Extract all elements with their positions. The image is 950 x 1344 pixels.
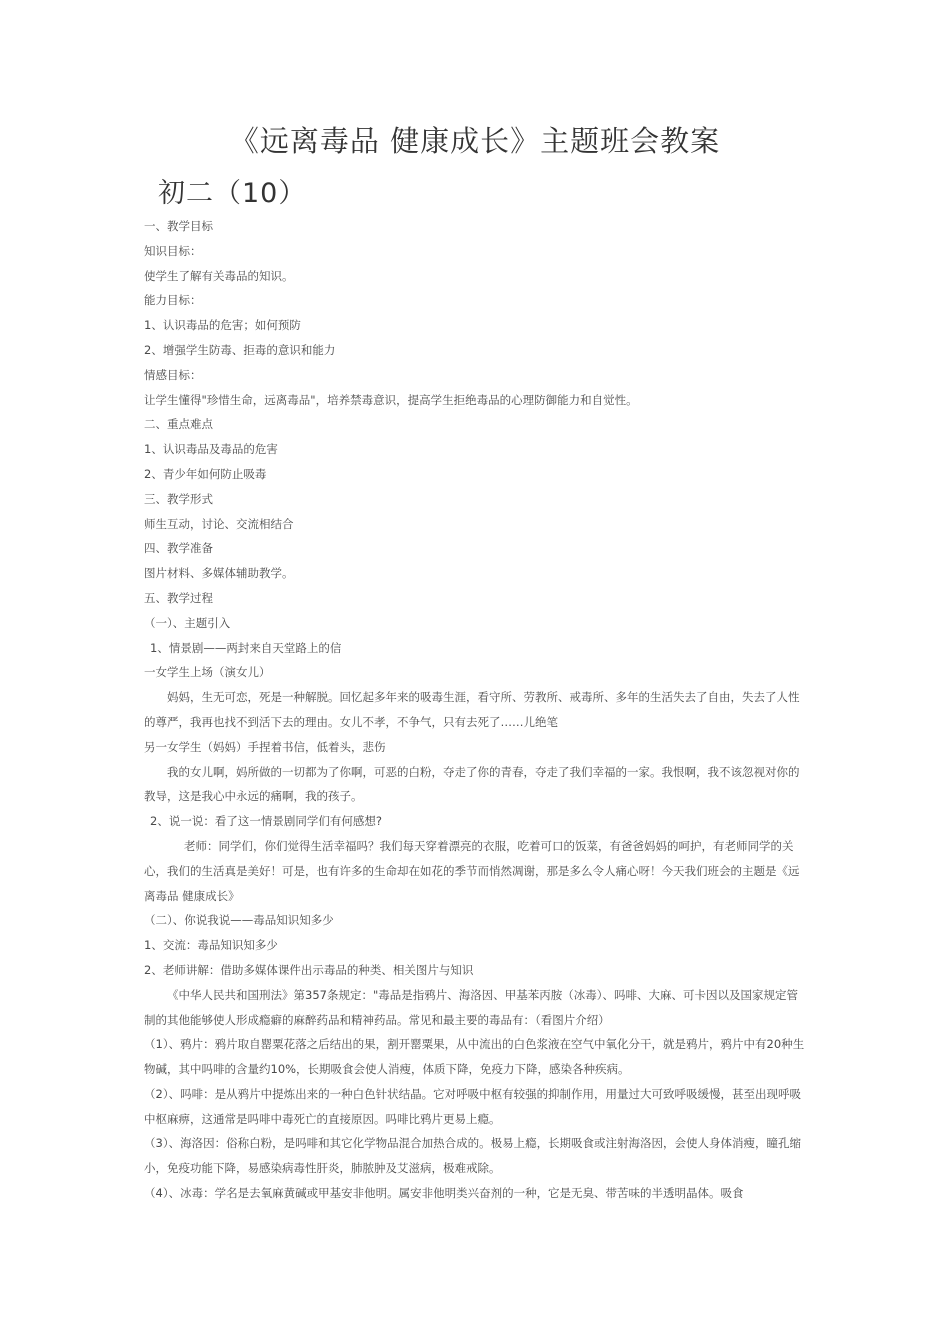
paragraph: （1）、鸦片：鸦片取自罂粟花落之后结出的果，割开罂粟果，从中流出的白色浆液在空气中氧化分干，就是鸦片，鸦片中有20种生物碱，其中吗啡的含量约10%，长期吸食会使人消瘦，体质下降，免疫力下降，感染各种疾病。 bbox=[144, 1037, 805, 1077]
paragraph: 《中华人民共和国刑法》第357条规定："毒品是指鸦片、海洛因、甲基苯丙胺（冰毒）、吗啡、大麻、可卡因以及国家规定管制的其他能够使人形成瘾癖的麻醉药品和精神药品。常见和最主要的毒品有：（看图片介绍） bbox=[144, 987, 798, 1027]
paragraph: 1、认识毒品及毒品的危害 bbox=[144, 442, 278, 457]
paragraph: （4）、冰毒：学名是去氧麻黄碱或甲基安非他明。属安非他明类兴奋剂的一种，它是无臭、带苦味的半透明晶体。吸食 bbox=[144, 1186, 744, 1201]
paragraph: （2）、吗啡：是从鸦片中提炼出来的一种白色针状结晶。它对呼吸中枢有较强的抑制作用，用量过大可致呼吸缓慢，甚至出现呼吸中枢麻痹，这通常是吗啡中毒死亡的直接原因。吗啡比鸦片更易上瘾。 bbox=[144, 1086, 802, 1126]
paragraph: 2、增强学生防毒、拒毒的意识和能力 bbox=[144, 342, 336, 357]
paragraph: 老师：同学们，你们觉得生活幸福吗？我们每天穿着漂亮的衣服，吃着可口的饭菜，有爸爸妈妈的呵护，有老师同学的关心，我们的生活真是美好！可是，也有许多的生命却在如花的季节而悄然凋谢，那是多么令人痛心呀！今天我们班会的主题是《远离毒品 健康成长》 bbox=[144, 838, 800, 903]
paragraph: 我的女儿啊，妈所做的一切都为了你啊，可恶的白粉，夺走了你的青春，夺走了我们幸福的一家。我恨啊，我不该忽视对你的教导，这是我心中永远的痛啊，我的孩子。 bbox=[144, 764, 800, 804]
paragraph: 2、说一说：看了这一情景剧同学们有何感想? bbox=[150, 814, 382, 829]
paragraph: 一、教学目标 bbox=[144, 219, 213, 233]
paragraph: 让学生懂得"珍惜生命，远离毒品"，培养禁毒意识，提高学生拒绝毒品的心理防御能力和自觉性。 bbox=[144, 392, 638, 407]
paragraph: （3）、海洛因：俗称白粉，是吗啡和其它化学物品混合加热合成的。极易上瘾，长期吸食或注射海洛因，会使人身体消瘦，瞳孔缩小，免疫功能下降，易感染病毒性肝炎，肺脓肿及艾滋病，极难戒除。 bbox=[144, 1136, 802, 1176]
paragraph: 使学生了解有关毒品的知识。 bbox=[144, 268, 294, 283]
paragraph: 图片材料、多媒体辅助教学。 bbox=[144, 566, 294, 581]
paragraph: 师生互动，讨论、交流相结合 bbox=[144, 516, 294, 531]
paragraph: （一）、主题引入 bbox=[144, 615, 231, 630]
paragraph: 知识目标： bbox=[144, 243, 202, 258]
paragraph: 2、青少年如何防止吸毒 bbox=[144, 466, 267, 481]
paragraph: 妈妈，生无可恋，死是一种解脱。回忆起多年来的吸毒生涯，看守所、劳教所、戒毒所、多年的生活失去了自由，失去了人性的尊严，我再也找不到活下去的理由。女儿不孝，不争气，只有去死了……儿绝笔 bbox=[144, 690, 800, 729]
paragraph: 1、认识毒品的危害；如何预防 bbox=[144, 318, 301, 333]
paragraph: 情感目标： bbox=[144, 367, 202, 382]
paragraph: 能力目标： bbox=[144, 293, 202, 308]
paragraph: 一女学生上场（演女儿） bbox=[144, 665, 271, 680]
paragraph: 三、教学形式 bbox=[144, 491, 213, 506]
document-title: 《远离毒品 健康成长》主题班会教案 bbox=[229, 124, 721, 158]
paragraph: 四、教学准备 bbox=[144, 541, 213, 556]
paragraph: 1、交流：毒品知识知多少 bbox=[144, 938, 278, 953]
paragraph: 2、老师讲解：借助多媒体课件出示毒品的种类、相关图片与知识 bbox=[144, 962, 474, 977]
paragraph: （二）、你说我说——毒品知识知多少 bbox=[144, 913, 334, 928]
paragraph: 另一女学生（妈妈）手捏着书信，低着头，悲伤 bbox=[144, 739, 386, 754]
paragraph: 二、重点难点 bbox=[144, 417, 213, 432]
paragraph: 五、教学过程 bbox=[144, 590, 213, 605]
paragraph: 1、情景剧——两封来自天堂路上的信 bbox=[150, 640, 342, 655]
document-body bbox=[144, 214, 808, 1206]
class-label: 初二（10） bbox=[158, 178, 307, 209]
